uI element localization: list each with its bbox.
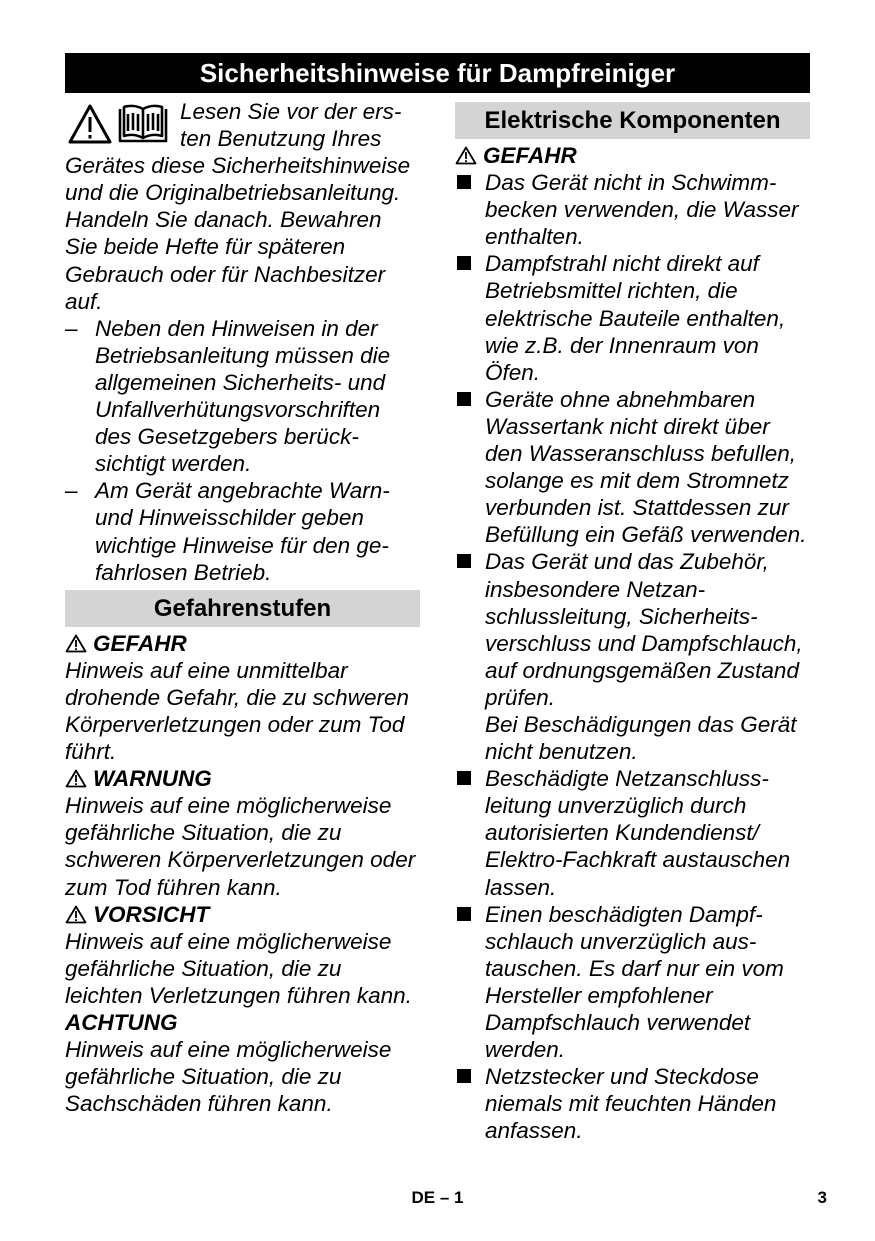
level-vorsicht [65,901,420,1009]
dash-marker: – [65,315,78,341]
level-label [65,630,420,657]
bullet-item [455,901,810,1064]
dash-list-item [65,315,420,478]
warning-triangle-icon [65,905,87,924]
square-bullet-icon [457,771,471,785]
bullet-text-continued: Bei Beschädigungen das Gerät nicht benutzen. [485,711,797,765]
level-description: Hinweis auf eine möglicherweise gefährliche Situation, die zu Sachschäden führen kann. [65,1037,392,1117]
bullet-item [455,548,810,765]
level-description: Hinweis auf eine möglicherweise gefährliche Situation, die zu schweren Körperverletzungen oder zum Tod führen kann. [65,793,416,900]
square-bullet-icon [457,1069,471,1083]
gefahrenstufen-heading: Gefahrenstufen [65,590,420,627]
level-label-text: WARNUNG [93,766,212,792]
square-bullet-icon [457,554,471,568]
page-number: 3 [817,1188,827,1207]
warning-triangle-icon [65,634,87,653]
bullet-text: Beschädigte Netzanschlussleitung unverzüglich durch autorisierten Kundendienst/ Elektro-Fachkraft austauschen lassen. [485,766,791,900]
dash-list-item [65,477,420,585]
bullet-item [455,386,810,549]
level-label-text: ACHTUNG [65,1010,178,1035]
level-gefahr [65,630,420,765]
page-title: Sicherheitshinweise für Dampfreiniger [65,53,810,93]
safety-bullet-list [455,169,810,1144]
danger-label-text: GEFAHR [483,143,577,168]
intro-text: Gerätes diese Sicherheitshinweise und die Originalbetriebsanleitung. Handeln Sie danach. Bewahren Sie beide Hefte für späteren Gebrauch oder für Nachbesitzer auf. [65,153,411,314]
right-column [455,102,810,1144]
level-label [65,765,420,792]
dash-list [65,315,420,586]
manual-book-icon [120,106,166,141]
bullet-text: Das Gerät und das Zubehör, insbesondere Netzanschlussleitung, Sicherheitsverschluss und Dampfschlauch, auf ordnungsgemäßen Zustand prüfen. [485,549,803,710]
square-bullet-icon [457,175,471,189]
warning-triangle-icon [65,769,87,788]
left-column [65,98,420,1117]
bullet-item [455,765,810,900]
bullet-text: Das Gerät nicht in Schwimmbecken verwenden, die Wasser enthalten. [485,170,799,250]
bullet-text: Dampfstrahl nicht direkt auf Betriebsmittel richten, die elektrische Bauteile enthalten, wie z.B. der Innenraum von Öfen. [485,251,786,385]
elektrische-komponenten-heading: Elektrische Komponenten [455,102,810,139]
level-description: Hinweis auf eine möglicherweise gefährliche Situation, die zu leichten Verletzungen führen kann. [65,928,412,1008]
warning-triangle-icon [70,106,110,142]
level-warnung [65,765,420,900]
level-label-text: VORSICHT [93,901,210,927]
dash-marker: – [65,478,78,504]
footer-section-label: DE – 1 [411,1188,464,1207]
level-label-text: GEFAHR [93,630,187,656]
level-label [65,901,420,928]
warning-triangle-icon [455,146,477,165]
bullet-text: Netzstecker und Steckdose niemals mit feuchten Händen anfassen. [485,1064,777,1144]
level-label [65,1009,420,1036]
danger-label [455,142,810,169]
intro-line-1: Lesen Sie vor der ers- [180,99,402,124]
warning-and-manual-icon [68,103,168,145]
bullet-text: Geräte ohne abnehmbaren Wassertank nicht direkt über den Wasseranschluss befullen, solange es mit dem Stromnetz verbunden ist. Stattdessen zur Befüllung ein Gefäß verwenden. [485,386,807,548]
square-bullet-icon [457,907,471,921]
dash-item-text: Neben den Hinweisen in der Betriebsanleitung müssen die allgemeinen Sicherheits- und Unfallverhütungsvorschriften des Gesetzgebers berücksichtigt werden. [95,315,391,477]
intro [65,98,420,315]
bullet-text: Einen beschädigten Dampfschlauch unverzüglich austauschen. Es darf nur ein vom Hersteller empfohlener Dampfschlauch verwendet werden. [485,901,784,1063]
level-achtung [65,1009,420,1117]
dash-item-text: Am Gerät angebrachte Warn- und Hinweisschilder geben wichtige Hinweise für den gefahrlosen Betrieb. [95,478,390,585]
bullet-item [455,169,810,250]
intro-line-2: ten Benutzung Ihres [180,126,382,152]
bullet-item [455,250,810,385]
bullet-item [455,1063,810,1144]
level-description: Hinweis auf eine unmittelbar drohende Gefahr, die zu schweren Körperverletzungen oder zum Tod führt. [65,657,409,765]
square-bullet-icon [457,392,471,406]
square-bullet-icon [457,256,471,270]
